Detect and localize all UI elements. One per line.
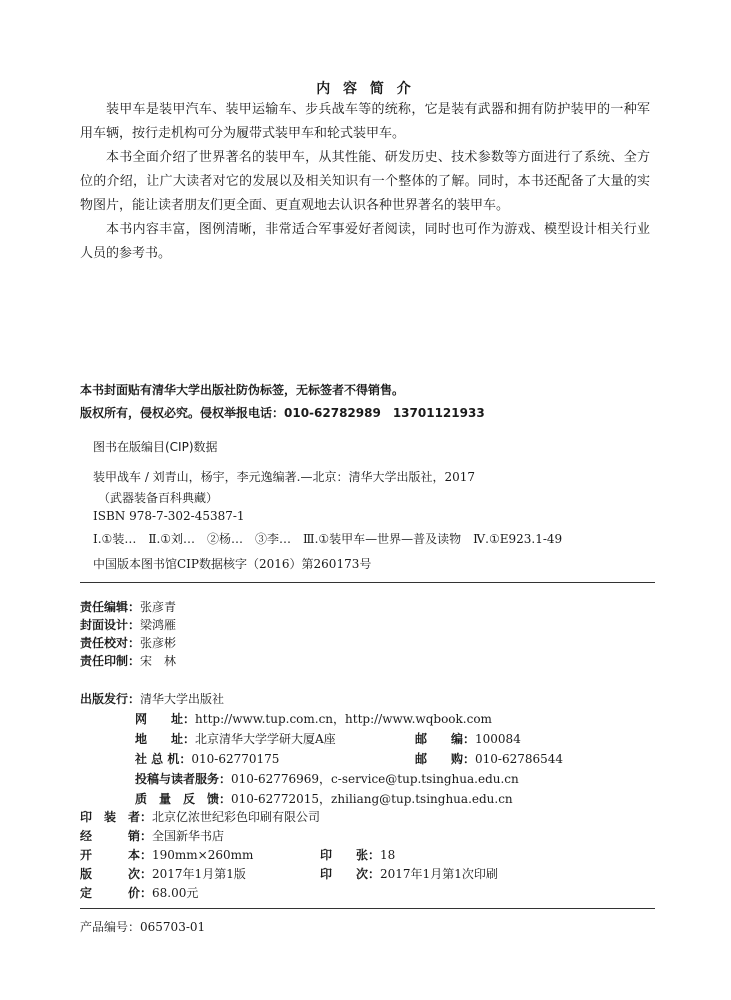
switchboard-label: 社 总 机： [135, 752, 192, 766]
switchboard-value: 010-62770175 [191, 752, 280, 766]
printer-label: 印 装 者： [80, 810, 153, 824]
mail-order-label: 邮 购： [415, 752, 476, 766]
staff-proofreader-label: 责任校对： [80, 636, 141, 650]
summary-paragraph-1: 装甲车是装甲汽车、装甲运输车、步兵战车等的统称，它是装有武器和拥有防护装甲的一种军用车辆，按行走机构可分为履带式装甲车和轮式装甲车。 [80, 102, 650, 141]
switchboard-line [135, 750, 279, 767]
quality-feedback-line [135, 790, 513, 807]
copyright-notice: 版权所有，侵权必究。侵权举报电话：010-62782989 13701121933 [80, 406, 485, 420]
staff-cover-value: 梁鸿雁 [140, 618, 177, 632]
publisher-label: 出版发行： [80, 692, 141, 706]
quality-feedback-label: 质 量 反 馈： [135, 792, 232, 806]
summary-title: 内 容 简 介 [316, 81, 415, 97]
publisher-line [80, 690, 224, 707]
sheets-label: 印 张： [320, 848, 381, 862]
cip-title-line: 装甲战车 / 刘青山，杨宇，李元逸编著.—北京：清华大学出版社，2017 [93, 470, 476, 484]
price-value: 68.00元 [152, 886, 199, 900]
website-value: http://www.tup.com.cn，http://www.wqbook.com [195, 712, 492, 726]
staff-cover-label: 封面设计： [80, 618, 141, 632]
divider-bottom [80, 908, 655, 909]
impression-value: 2017年1月第1次印刷 [380, 867, 498, 881]
summary-paragraph-3: 本书内容丰富，图例清晰，非常适合军事爱好者阅读，同时也可作为游戏、模型设计相关行业人员的参考书。 [80, 222, 650, 261]
cip-isbn: ISBN 978-7-302-45387-1 [93, 509, 245, 523]
format-value: 190mm×260mm [152, 848, 254, 862]
product-number-line [80, 918, 205, 935]
postcode-label: 邮 编： [415, 732, 476, 746]
staff-editor-label: 责任编辑： [80, 600, 141, 614]
publisher-name: 清华大学出版社 [140, 692, 225, 706]
cip-series-line: （武器装备百科典藏） [98, 491, 219, 505]
staff-editor-value: 张彦青 [140, 600, 177, 614]
sheets-value: 18 [380, 848, 396, 862]
format-label: 开 本： [80, 848, 153, 862]
product-number-label: 产品编号： [80, 920, 141, 934]
edition-value: 2017年1月第1版 [152, 867, 246, 881]
website-line [135, 710, 492, 727]
distributor-label: 经 销： [80, 829, 153, 843]
address-line [135, 730, 336, 747]
product-number-value: 065703-01 [140, 920, 206, 934]
printer-value: 北京亿浓世纪彩色印刷有限公司 [152, 810, 321, 824]
author-service-label: 投稿与读者服务： [135, 772, 232, 786]
address-value: 北京清华大学学研大厦A座 [195, 732, 336, 746]
summary-paragraph-2: 本书全面介绍了世界著名的装甲车，从其性能、研发历史、技术参数等方面进行了系统、全方位的介绍，让广大读者对它的发展以及相关知识有一个整体的了解。同时，本书还配备了大量的实物图片，能让读者朋友们更全面、更直观地去认识各种世界著名的装甲车。 [80, 150, 650, 213]
address-label: 地 址： [135, 732, 196, 746]
cip-record-number: 中国版本图书馆CIP数据核字（2016）第260173号 [93, 557, 372, 571]
staff-proofreader-value: 张彦彬 [140, 636, 177, 650]
distributor-value: 全国新华书店 [152, 829, 225, 843]
distributor-line [80, 827, 224, 844]
staff-editor [80, 598, 176, 615]
author-service-value: 010-62776969，c-service@tup.tsinghua.edu.cn [231, 772, 519, 786]
staff-printing-value: 宋 林 [140, 654, 177, 668]
website-label: 网 址： [135, 712, 196, 726]
cip-classification: Ⅰ.①装… Ⅱ.①刘… ②杨… ③李… Ⅲ.①装甲车—世界—普及读物 Ⅳ.①E923.1-49 [93, 532, 563, 546]
staff-cover-design [80, 616, 176, 633]
staff-proofreader [80, 634, 176, 651]
staff-printing [80, 652, 176, 669]
mail-order-line [415, 750, 563, 767]
edition-label: 版 次： [80, 867, 153, 881]
author-service-line [135, 770, 519, 787]
sheets-line [320, 846, 395, 863]
anti-counterfeit-notice: 本书封面贴有清华大学出版社防伪标签，无标签者不得销售。 [80, 383, 405, 397]
format-line [80, 846, 253, 863]
staff-printing-label: 责任印制： [80, 654, 141, 668]
price-label: 定 价： [80, 886, 153, 900]
impression-line [320, 865, 498, 882]
price-line [80, 884, 198, 901]
printer-line [80, 808, 320, 825]
divider-top [80, 582, 655, 583]
postcode-value: 100084 [475, 732, 521, 746]
mail-order-value: 010-62786544 [475, 752, 564, 766]
impression-label: 印 次： [320, 867, 381, 881]
postcode-line [415, 730, 521, 747]
cip-heading: 图书在版编目(CIP)数据 [93, 440, 218, 454]
quality-feedback-value: 010-62772015，zhiliang@tup.tsinghua.edu.cn [231, 792, 513, 806]
edition-line [80, 865, 246, 882]
